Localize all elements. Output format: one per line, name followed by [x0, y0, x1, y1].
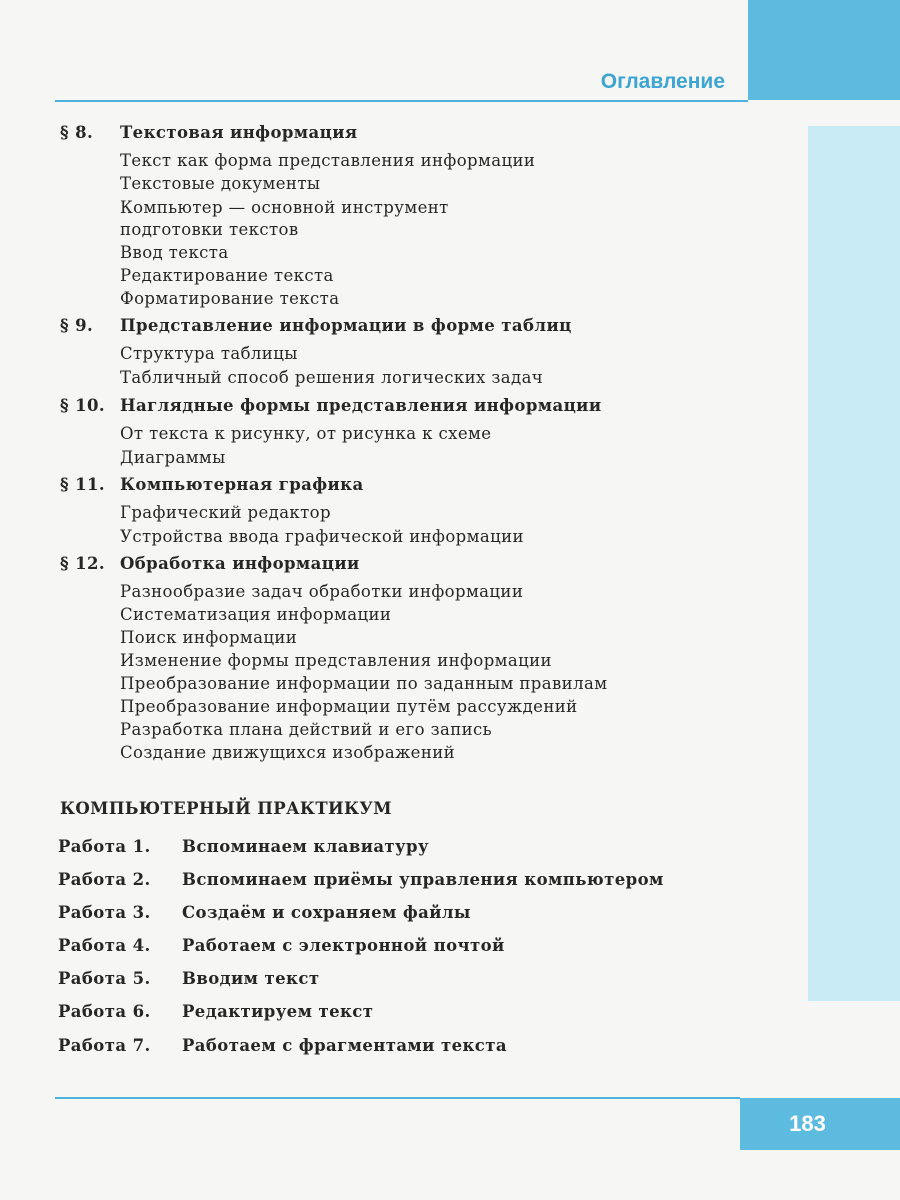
section-number: § 8.: [60, 123, 94, 142]
work-title: Редактируем текст: [182, 1002, 374, 1021]
item-title: Форматирование текста: [120, 289, 340, 308]
item-title: подготовки текстов: [120, 220, 299, 239]
bottom-divider: [55, 1097, 740, 1099]
section-number: § 11.: [60, 475, 106, 494]
section-title: Обработка информации: [120, 554, 360, 573]
item-title: Редактирование текста: [120, 266, 334, 285]
section-title: Компьютерная графика: [120, 475, 364, 494]
work-title: Вспоминаем клавиатуру: [182, 837, 429, 856]
item-title: Изменение формы представления информации: [120, 651, 552, 670]
item-title: Преобразование информации путём рассуждений: [120, 697, 578, 716]
section-title: Текстовая информация: [120, 123, 358, 142]
work-label: Работа 1.: [58, 837, 151, 856]
work-title: Работаем с электронной почтой: [182, 936, 505, 955]
item-title-line1: Компьютер — основной инструмент: [120, 198, 449, 217]
item-title: Диаграммы: [120, 448, 226, 467]
item-title: Текст как форма представления информации: [120, 151, 536, 170]
item-title: Текстовые документы: [120, 174, 321, 193]
work-label: Работа 6.: [58, 1002, 151, 1021]
item-title: Ввод текста: [120, 243, 229, 262]
page-number: 183: [789, 1111, 826, 1136]
section-title: Представление информации в форме таблиц: [120, 316, 572, 335]
item-title: Преобразование информации по заданным правилам: [120, 674, 608, 693]
work-label: Работа 2.: [58, 870, 151, 889]
work-label: Работа 5.: [58, 969, 151, 988]
section-number: § 9.: [60, 316, 94, 335]
section-title: Наглядные формы представления информации: [120, 396, 602, 415]
work-title: Создаём и сохраняем файлы: [182, 903, 471, 922]
item-title: Структура таблицы: [120, 344, 298, 363]
item-title: Поиск информации: [120, 628, 298, 647]
section-number: § 12.: [60, 554, 106, 573]
work-label: Работа 4.: [58, 936, 151, 955]
header-color-band: [748, 0, 900, 100]
item-title: Устройства ввода графической информации: [120, 527, 524, 546]
item-title: Систематизация информации: [120, 605, 392, 624]
item-title: От текста к рисунку, от рисунка к схеме: [120, 424, 492, 443]
section-number: § 10.: [60, 396, 106, 415]
top-divider: [55, 100, 748, 102]
side-color-band: [808, 126, 900, 1001]
item-title: Разнообразие задач обработки информации: [120, 582, 524, 601]
item-title: Разработка плана действий и его запись: [120, 720, 493, 739]
page-title: Оглавление: [600, 70, 725, 93]
item-title: Табличный способ решения логических задач: [120, 368, 544, 387]
work-title: Вводим текст: [182, 969, 320, 988]
item-title: Создание движущихся изображений: [120, 743, 456, 762]
work-title: Работаем с фрагментами текста: [182, 1036, 507, 1055]
work-title: Вспоминаем приёмы управления компьютером: [182, 870, 664, 889]
practicum-title: КОМПЬЮТЕРНЫЙ ПРАКТИКУМ: [60, 799, 392, 818]
item-title: Графический редактор: [120, 503, 331, 522]
work-label: Работа 7.: [58, 1036, 151, 1055]
work-label: Работа 3.: [58, 903, 151, 922]
